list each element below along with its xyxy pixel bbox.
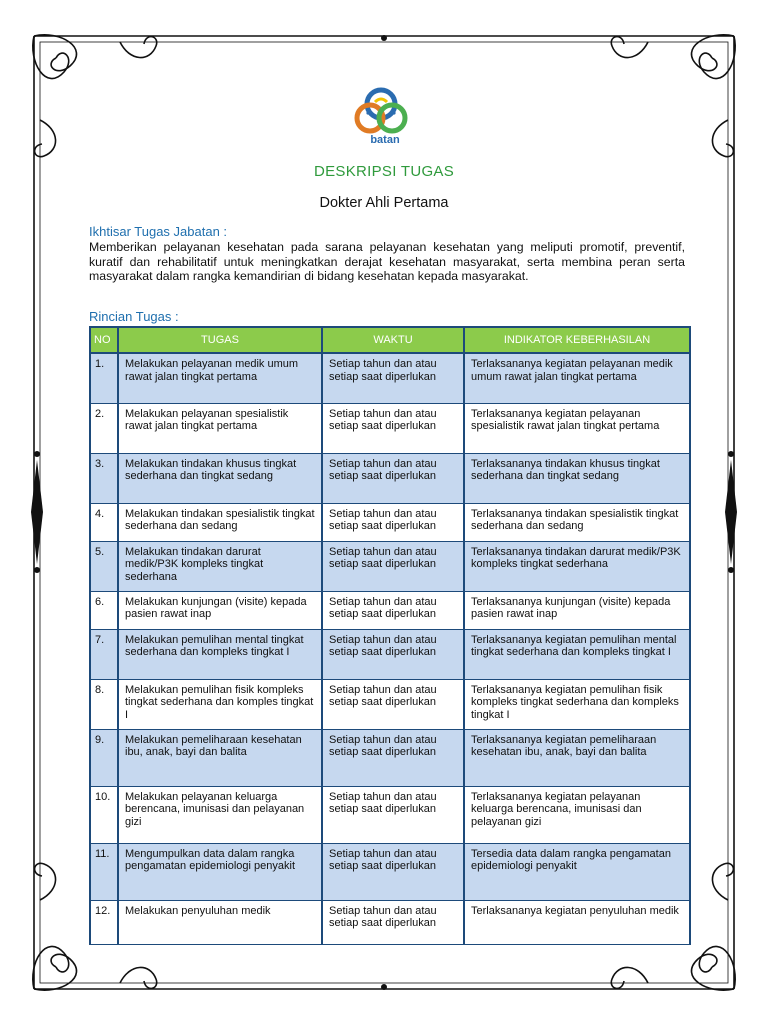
row-number: 8.: [90, 679, 118, 729]
row-number: 3.: [90, 453, 118, 503]
row-waktu: Setiap tahun dan atau setiap saat diperlukan: [322, 403, 464, 453]
row-waktu: Setiap tahun dan atau setiap saat diperlukan: [322, 729, 464, 786]
table-row: [90, 403, 690, 453]
row-number: 6.: [90, 591, 118, 629]
row-waktu: Setiap tahun dan atau setiap saat diperlukan: [322, 353, 464, 403]
row-indikator: Terlaksananya kegiatan pemulihan mental tingkat sederhana dan kompleks tingkat I: [464, 629, 690, 679]
row-waktu: Setiap tahun dan atau setiap saat diperlukan: [322, 786, 464, 843]
table-row: [90, 786, 690, 843]
row-tugas: Melakukan pemeliharaan kesehatan ibu, anak, bayi dan balita: [118, 729, 322, 786]
table-row: [90, 503, 690, 541]
row-indikator: Terlaksananya kegiatan penyuluhan medik: [464, 900, 690, 944]
row-waktu: Setiap tahun dan atau setiap saat diperlukan: [322, 629, 464, 679]
row-waktu: Setiap tahun dan atau setiap saat diperlukan: [322, 900, 464, 944]
row-indikator: Terlaksananya kegiatan pemulihan fisik kompleks tingkat sederhana dan kompleks tingkat I: [464, 679, 690, 729]
table-row: [90, 353, 690, 403]
table-row: [90, 729, 690, 786]
table-row: [90, 629, 690, 679]
page-subtitle: Dokter Ahli Pertama: [319, 195, 449, 211]
row-tugas: Melakukan kunjungan (visite) kepada pasien rawat inap: [118, 591, 322, 629]
logo-text: batan: [370, 134, 400, 146]
details-heading: Rincian Tugas :: [89, 309, 179, 324]
column-header-no: NO: [90, 327, 118, 353]
row-tugas: Melakukan pemulihan fisik kompleks tingkat sederhana dan komples tingkat I: [118, 679, 322, 729]
row-indikator: Terlaksananya tindakan khusus tingkat sederhana dan tingkat sedang: [464, 453, 690, 503]
row-waktu: Setiap tahun dan atau setiap saat diperlukan: [322, 503, 464, 541]
row-tugas: Mengumpulkan data dalam rangka pengamatan epidemiologi penyakit: [118, 843, 322, 900]
table-row: [90, 453, 690, 503]
row-waktu: Setiap tahun dan atau setiap saat diperlukan: [322, 591, 464, 629]
table-row: [90, 679, 690, 729]
row-tugas: Melakukan penyuluhan medik: [118, 900, 322, 944]
row-number: 2.: [90, 403, 118, 453]
row-indikator: Tersedia data dalam rangka pengamatan epidemiologi penyakit: [464, 843, 690, 900]
row-tugas: Melakukan pelayanan keluarga berencana, imunisasi dan pelayanan gizi: [118, 786, 322, 843]
row-number: 4.: [90, 503, 118, 541]
row-number: 9.: [90, 729, 118, 786]
row-tugas: Melakukan tindakan khusus tingkat sederhana dan tingkat sedang: [118, 453, 322, 503]
column-header-waktu: WAKTU: [322, 327, 464, 353]
row-indikator: Terlaksananya tindakan spesialistik tingkat sederhana dan sedang: [464, 503, 690, 541]
row-waktu: Setiap tahun dan atau setiap saat diperlukan: [322, 541, 464, 591]
column-header-indikator: INDIKATOR KEBERHASILAN: [464, 327, 690, 353]
page-title: DESKRIPSI TUGAS: [313, 163, 455, 180]
row-tugas: Melakukan tindakan darurat medik/P3K kompleks tingkat sederhana: [118, 541, 322, 591]
row-tugas: Melakukan pemulihan mental tingkat sederhana dan kompleks tingkat I: [118, 629, 322, 679]
row-indikator: Terlaksananya kegiatan pemeliharaan kesehatan ibu, anak, bayi dan balita: [464, 729, 690, 786]
column-header-tugas: TUGAS: [118, 327, 322, 353]
row-number: 5.: [90, 541, 118, 591]
row-number: 12.: [90, 900, 118, 944]
table-row: [90, 843, 690, 900]
summary-text: Memberikan pelayanan kesehatan pada sarana pelayanan kesehatan yang meliputi promotif, preventif, kuratif dan rehabilitatif untuk meningkatkan derajat kesehatan masyarakat, serta membina peran serta masyarakat dalam rangka kemandirian di bidang kesehatan kepada masyarakat.: [89, 240, 685, 284]
table-row: [90, 591, 690, 629]
row-indikator: Terlaksananya kegiatan pelayanan spesialistik rawat jalan tingkat pertama: [464, 403, 690, 453]
row-tugas: Melakukan pelayanan medik umum rawat jalan tingkat pertama: [118, 353, 322, 403]
row-indikator: Terlaksananya tindakan darurat medik/P3K kompleks tingkat sederhana: [464, 541, 690, 591]
row-indikator: Terlaksananya kunjungan (visite) kepada pasien rawat inap: [464, 591, 690, 629]
summary-heading: Ikhtisar Tugas Jabatan :: [89, 224, 228, 239]
row-indikator: Terlaksananya kegiatan pelayanan keluarga berencana, imunisasi dan pelayanan gizi: [464, 786, 690, 843]
row-waktu: Setiap tahun dan atau setiap saat diperlukan: [322, 679, 464, 729]
row-number: 11.: [90, 843, 118, 900]
table-row: [90, 900, 690, 944]
row-number: 1.: [90, 353, 118, 403]
row-waktu: Setiap tahun dan atau setiap saat diperlukan: [322, 843, 464, 900]
row-indikator: Terlaksananya kegiatan pelayanan medik umum rawat jalan tingkat pertama: [464, 353, 690, 403]
row-number: 7.: [90, 629, 118, 679]
table-row: [90, 541, 690, 591]
row-tugas: Melakukan tindakan spesialistik tingkat sederhana dan sedang: [118, 503, 322, 541]
task-table: [89, 326, 691, 945]
row-number: 10.: [90, 786, 118, 843]
row-tugas: Melakukan pelayanan spesialistik rawat jalan tingkat pertama: [118, 403, 322, 453]
row-waktu: Setiap tahun dan atau setiap saat diperlukan: [322, 453, 464, 503]
table-header-row: [90, 327, 690, 353]
